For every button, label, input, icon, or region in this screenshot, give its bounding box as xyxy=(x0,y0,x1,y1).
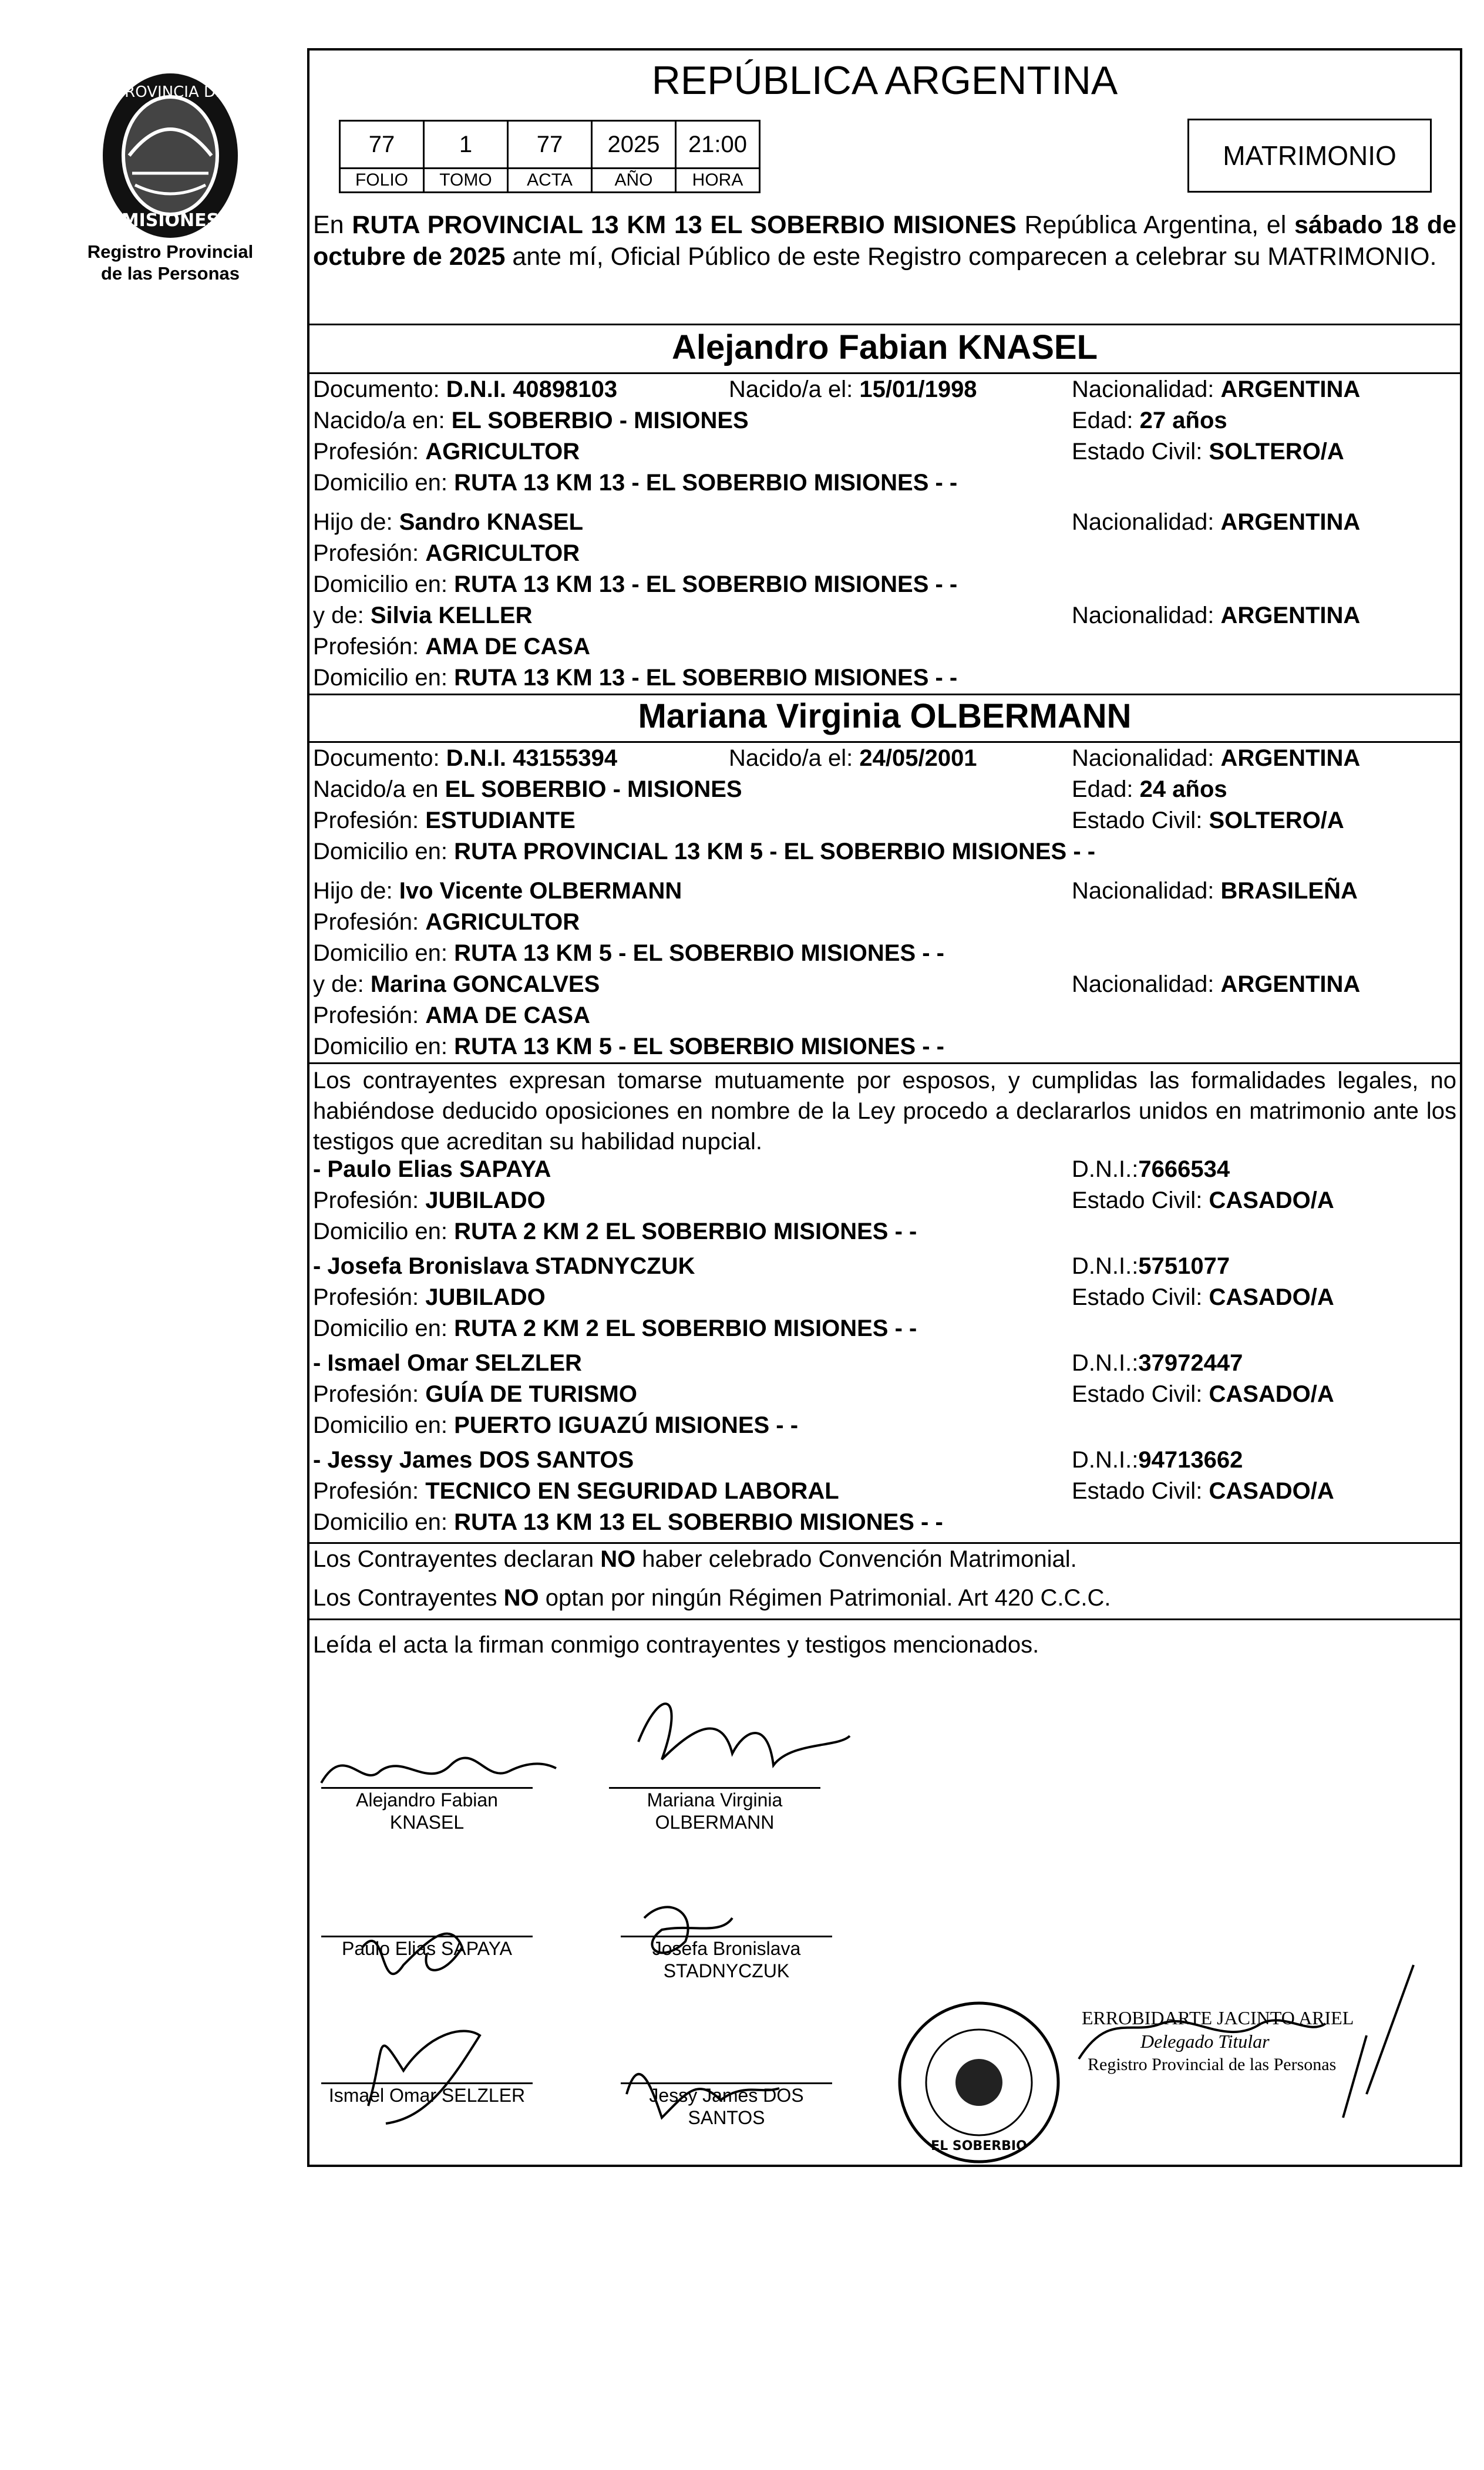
bride-mother-profession: Profesión: AMA DE CASA xyxy=(313,1002,590,1028)
groom-mother-nationality: Nacionalidad: ARGENTINA xyxy=(1072,603,1361,628)
witness-profession: Profesión: TECNICO EN SEGURIDAD LABORAL xyxy=(313,1478,839,1504)
bride-birthplace: Nacido/a en EL SOBERBIO - MISIONES xyxy=(313,776,742,802)
groom-profession: Profesión: AGRICULTOR xyxy=(313,439,580,465)
bride-mother-nationality: Nacionalidad: ARGENTINA xyxy=(1072,971,1361,997)
bride-signature xyxy=(638,1704,850,1765)
bride-mother-address: Domicilio en: RUTA 13 KM 5 - EL SOBERBIO MISIONES - - xyxy=(313,1034,944,1059)
hour-value: 21:00 xyxy=(676,121,760,169)
groom-father-profession: Profesión: AGRICULTOR xyxy=(313,540,580,566)
acta-value: 77 xyxy=(508,121,592,169)
bride-address: Domicilio en: RUTA PROVINCIAL 13 KM 5 - EL SOBERBIO MISIONES - - xyxy=(313,839,1096,864)
tomo-value: 1 xyxy=(424,121,508,169)
witness1-signature-caption: Paulo Elias SAPAYA xyxy=(342,1938,512,1959)
declaration-paragraph: Los contrayentes expresan tomarse mutuamente por esposos, y cumplidas las formalidades legales, no habiéndose deducido oposiciones en nombre de la Ley procedo a declararlos unidos en matrimonio ante los testigos que acreditan su habilidad nupcial. xyxy=(313,1068,1456,1155)
bride-father-profession: Profesión: AGRICULTOR xyxy=(313,909,580,935)
witness-dni: D.N.I.:7666534 xyxy=(1072,1156,1230,1182)
official-stamp-text: ERROBIDARTE JACINTO ARIEL Delegado Titular Registro Provincial de las Personas xyxy=(1082,2007,1354,2074)
convention-statement: Los Contrayentes declaran NO haber celebrado Convención Matrimonial. xyxy=(313,1546,1077,1572)
witness-dni: D.N.I.:5751077 xyxy=(1072,1253,1230,1279)
closing-statement: Leída el acta la firman conmigo contrayentes y testigos mencionados. xyxy=(313,1632,1039,1658)
groom-father: Hijo de: Sandro KNASEL xyxy=(313,509,584,535)
hour-label: HORA xyxy=(676,169,760,193)
bride-father-nationality: Nacionalidad: BRASILEÑA xyxy=(1072,878,1358,904)
acta-label: ACTA xyxy=(508,169,592,193)
groom-signature-caption: Alejandro Fabian KNASEL xyxy=(356,1789,498,1833)
svg-text:PROVINCIA DE: PROVINCIA DE xyxy=(115,83,226,101)
groom-birthdate: Nacido/a el: 15/01/1998 xyxy=(729,376,977,402)
bride-civil-status: Estado Civil: SOLTERO/A xyxy=(1072,807,1344,833)
groom-father-address: Domicilio en: RUTA 13 KM 13 - EL SOBERBIO MISIONES - - xyxy=(313,571,958,597)
groom-father-nationality: Nacionalidad: ARGENTINA xyxy=(1072,509,1361,535)
witness-name: - Ismael Omar SELZLER xyxy=(313,1350,582,1376)
groom-document: Documento: D.N.I. 40898103 xyxy=(313,376,618,402)
witness-civil-status: Estado Civil: CASADO/A xyxy=(1072,1381,1334,1407)
witness-name: - Jessy James DOS SANTOS xyxy=(313,1447,634,1473)
groom-mother-address: Domicilio en: RUTA 13 KM 13 - EL SOBERBIO MISIONES - - xyxy=(313,665,958,691)
groom-mother: y de: Silvia KELLER xyxy=(313,603,533,628)
bride-signature-caption: Mariana Virginia OLBERMANN xyxy=(647,1789,783,1833)
bride-profession: Profesión: ESTUDIANTE xyxy=(313,807,576,833)
groom-birthplace: Nacido/a en: EL SOBERBIO - MISIONES xyxy=(313,408,749,433)
witness-dni: D.N.I.:37972447 xyxy=(1072,1350,1243,1376)
bride-nationality: Nacionalidad: ARGENTINA xyxy=(1072,745,1361,771)
witness-profession: Profesión: JUBILADO xyxy=(313,1284,546,1310)
groom-name-header: Alejandro Fabian KNASEL xyxy=(671,328,1098,366)
groom-address: Domicilio en: RUTA 13 KM 13 - EL SOBERBIO MISIONES - - xyxy=(313,470,958,496)
year-value: 2025 xyxy=(592,121,676,169)
groom-nationality: Nacionalidad: ARGENTINA xyxy=(1072,376,1361,402)
marriage-certificate xyxy=(307,48,1462,2167)
witness3-signature-caption: Ismael Omar SELZLER xyxy=(328,2085,526,2106)
logo-caption: Registro Provincial de las Personas xyxy=(87,241,254,284)
bride-name-header: Mariana Virginia OLBERMANN xyxy=(638,697,1132,735)
bride-age: Edad: 24 años xyxy=(1072,776,1227,802)
provincial-seal-logo xyxy=(76,68,264,244)
bride-birthdate: Nacido/a el: 24/05/2001 xyxy=(729,745,977,771)
witness-name: - Paulo Elias SAPAYA xyxy=(313,1156,551,1182)
folio-value: 77 xyxy=(340,121,424,169)
act-type-box: MATRIMONIO xyxy=(1187,119,1432,193)
witness-name: - Josefa Bronislava STADNYCZUK xyxy=(313,1253,695,1279)
witness-address: Domicilio en: RUTA 2 KM 2 EL SOBERBIO MISIONES - - xyxy=(313,1219,917,1244)
groom-civil-status: Estado Civil: SOLTERO/A xyxy=(1072,439,1344,465)
year-label: AÑO xyxy=(592,169,676,193)
bride-mother: y de: Marina GONCALVES xyxy=(313,971,600,997)
bride-document: Documento: D.N.I. 43155394 xyxy=(313,745,618,771)
witness-profession: Profesión: GUÍA DE TURISMO xyxy=(313,1381,637,1407)
bride-father: Hijo de: Ivo Vicente OLBERMANN xyxy=(313,878,682,904)
witness3-signature xyxy=(368,2031,480,2124)
witness-address: Domicilio en: PUERTO IGUAZÚ MISIONES - - xyxy=(313,1412,799,1438)
svg-text:MISIONES: MISIONES xyxy=(121,210,220,231)
witness2-signature-caption: Josefa Bronislava STADNYCZUK xyxy=(652,1938,801,1981)
patrimonial-regime-statement: Los Contrayentes NO optan por ningún Régimen Patrimonial. Art 420 C.C.C. xyxy=(313,1585,1111,1611)
witness-civil-status: Estado Civil: CASADO/A xyxy=(1072,1478,1334,1504)
bride-father-address: Domicilio en: RUTA 13 KM 5 - EL SOBERBIO MISIONES - - xyxy=(313,940,944,966)
witness-civil-status: Estado Civil: CASADO/A xyxy=(1072,1284,1334,1310)
groom-mother-profession: Profesión: AMA DE CASA xyxy=(313,634,590,659)
groom-signature xyxy=(321,1758,556,1783)
witness-address: Domicilio en: RUTA 2 KM 2 EL SOBERBIO MISIONES - - xyxy=(313,1315,917,1341)
registry-stamp xyxy=(900,2003,1058,2162)
registry-box xyxy=(339,120,760,193)
groom-age: Edad: 27 años xyxy=(1072,408,1227,433)
intro-paragraph: En RUTA PROVINCIAL 13 KM 13 EL SOBERBIO MISIONES República Argentina, el sábado 18 de octubre de 2025 ante mí, Oficial Público de este Registro comparecen a celebrar su MATRIMONIO. xyxy=(313,211,1456,271)
witness4-signature-caption: Jessy James DOS SANTOS xyxy=(649,2085,804,2128)
country-title: REPÚBLICA ARGENTINA xyxy=(651,58,1118,103)
witness-address: Domicilio en: RUTA 13 KM 13 EL SOBERBIO MISIONES - - xyxy=(313,1509,943,1535)
folio-label: FOLIO xyxy=(340,169,424,193)
witness-profession: Profesión: JUBILADO xyxy=(313,1187,546,1213)
witness-dni: D.N.I.:94713662 xyxy=(1072,1447,1243,1473)
tomo-label: TOMO xyxy=(424,169,508,193)
witness-civil-status: Estado Civil: CASADO/A xyxy=(1072,1187,1334,1213)
stamp-text: EL SOBERBIO xyxy=(931,2139,1027,2153)
